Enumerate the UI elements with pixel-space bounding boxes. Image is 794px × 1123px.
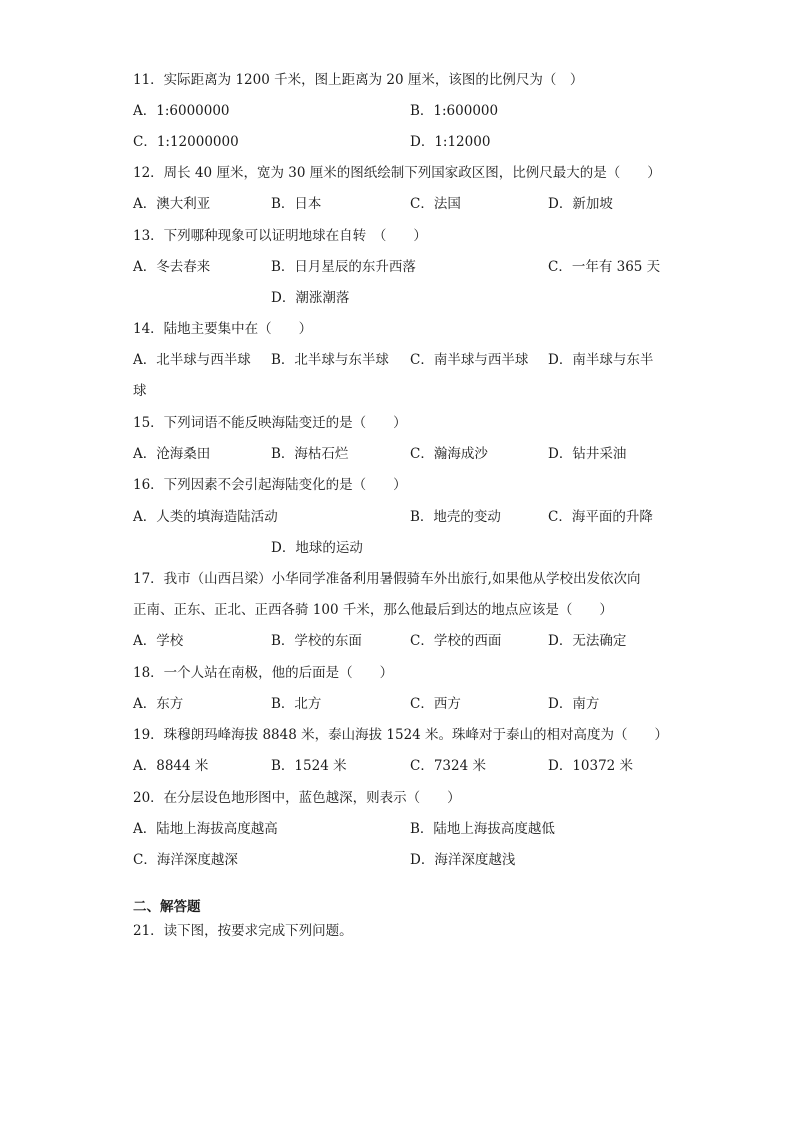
question-21-stem: 21．读下图，按要求完成下列问题。 [133, 923, 353, 939]
question-13-option-b: B．日月星辰的东升西落 [271, 259, 416, 275]
question-19-option-d: D．10372 米 [548, 758, 634, 774]
question-15-stem: 15．下列词语不能反映海陆变迁的是（ ） [133, 415, 407, 431]
question-16-option-b: B．地壳的变动 [410, 509, 501, 525]
question-15-option-c: C．瀚海成沙 [410, 446, 488, 462]
question-14-option-d: D．南半球与东半 [548, 352, 654, 368]
question-12-stem: 12．周长 40 厘米，宽为 30 厘米的图纸绘制下列国家政区图，比例尺最大的是（ ） [133, 165, 661, 181]
question-13-option-d: D．潮涨潮落 [271, 290, 350, 306]
question-16-option-a: A．人类的填海造陆活动 [133, 509, 278, 525]
question-20-option-c: C．海洋深度越深 [133, 852, 238, 868]
question-14-option-b: B．北半球与东半球 [271, 352, 389, 368]
question-18-stem: 18．一个人站在南极，他的后面是（ ） [133, 665, 394, 681]
question-12-option-a: A．澳大利亚 [133, 196, 211, 212]
question-19-option-b: B．1524 米 [271, 758, 347, 774]
question-11-option-a: A．1:6000000 [133, 103, 230, 119]
question-14-stem: 14．陆地主要集中在（ ） [133, 321, 313, 337]
section-title: 二、解答题 [133, 899, 201, 915]
question-19-option-c: C．7324 米 [410, 758, 486, 774]
question-15-option-b: B．海枯石烂 [271, 446, 349, 462]
question-15-option-a: A．沧海桑田 [133, 446, 211, 462]
question-11-stem: 11．实际距离为 1200 千米，图上距离为 20 厘米，该图的比例尺为（ ） [133, 72, 584, 88]
question-20-option-a: A．陆地上海拔高度越高 [133, 821, 278, 837]
question-17-stem: 17．我市（山西吕梁）小华同学准备利用暑假骑车外出旅行,如果他从学校出发依次向 [133, 571, 641, 587]
question-11-option-c: C．1:12000000 [133, 134, 239, 150]
question-19-option-a: A．8844 米 [133, 758, 209, 774]
question-16-stem: 16．下列因素不会引起海陆变化的是（ ） [133, 477, 407, 493]
question-20-option-d: D．海洋深度越浅 [410, 852, 516, 868]
question-16-option-d: D．地球的运动 [271, 540, 363, 556]
question-13-option-a: A．冬去春来 [133, 259, 211, 275]
question-18-option-d: D．南方 [548, 696, 600, 712]
question-17-option-b: B．学校的东面 [271, 633, 362, 649]
question-20-stem: 20．在分层设色地形图中，蓝色越深，则表示（ ） [133, 790, 461, 806]
question-14-option-a: A．北半球与西半球 [133, 352, 251, 368]
question-16-option-c: C．海平面的升降 [548, 509, 653, 525]
question-20-option-b: B．陆地上海拔高度越低 [410, 821, 555, 837]
question-18-option-b: B．北方 [271, 696, 322, 712]
question-17-option-c: C．学校的西面 [410, 633, 502, 649]
question-12-option-d: D．新加坡 [548, 196, 613, 212]
question-15-option-d: D．钻井采油 [548, 446, 627, 462]
question-11-option-d: D．1:12000 [410, 134, 491, 150]
question-14-option-d-wrap: 球 [133, 383, 147, 399]
question-13-stem: 13．下列哪种现象可以证明地球在自转 （ ） [133, 228, 427, 244]
question-17-option-a: A．学校 [133, 633, 184, 649]
question-13-option-c: C．一年有 365 天 [548, 259, 661, 275]
question-17-option-d: D．无法确定 [548, 633, 627, 649]
question-19-stem: 19．珠穆朗玛峰海拔 8848 米，泰山海拔 1524 米。珠峰对于泰山的相对高度为（ ） [133, 727, 669, 743]
question-17-stem-line2: 正南、正东、正北、正西各骑 100 千米，那么他最后到达的地点应该是（ ） [133, 602, 613, 618]
question-12-option-c: C．法国 [410, 196, 461, 212]
question-12-option-b: B．日本 [271, 196, 322, 212]
question-11-option-b: B．1:600000 [410, 103, 499, 119]
question-18-option-a: A．东方 [133, 696, 184, 712]
question-18-option-c: C．西方 [410, 696, 461, 712]
question-14-option-c: C．南半球与西半球 [410, 352, 529, 368]
